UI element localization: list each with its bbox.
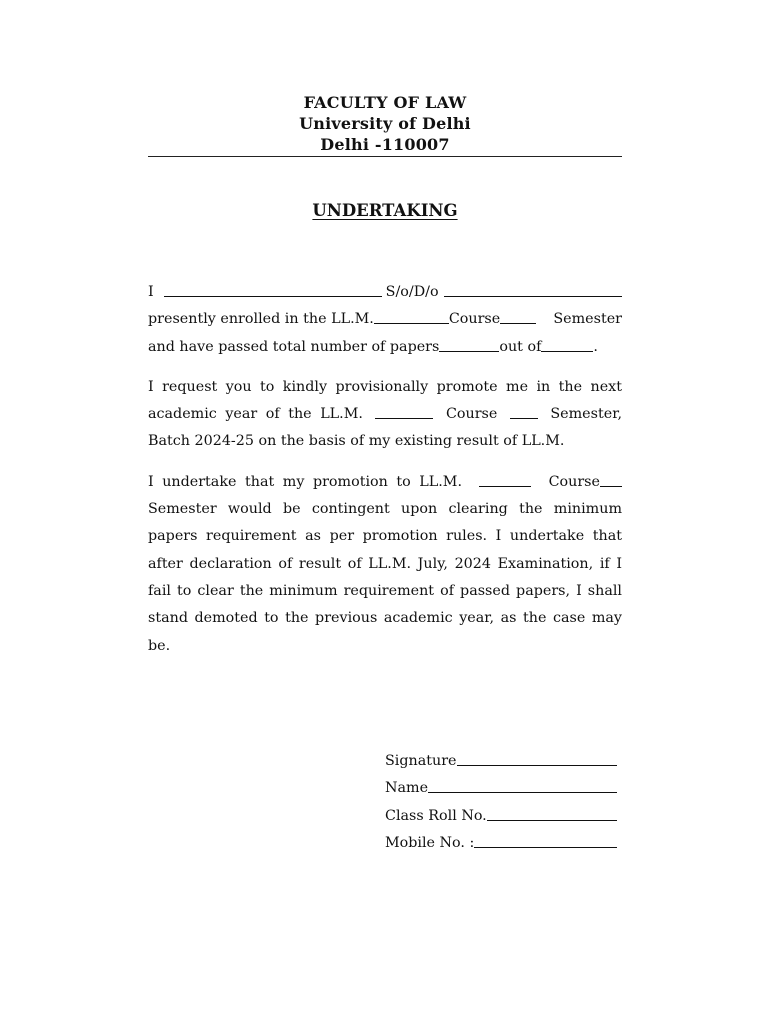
request-line-2: academic year of the LL.M. Course Semester, xyxy=(148,406,622,423)
document-page xyxy=(148,92,622,660)
student-name-field[interactable] xyxy=(164,296,382,297)
next-semester-field[interactable] xyxy=(510,418,538,419)
university-address: Delhi -110007 xyxy=(320,135,450,154)
promotion-semester-field[interactable] xyxy=(600,486,622,487)
university-name: University of Delhi xyxy=(299,114,471,133)
mobile-row: Mobile No. : xyxy=(385,830,617,857)
semester-field[interactable] xyxy=(500,323,536,324)
letterhead xyxy=(148,92,622,157)
paragraph-request xyxy=(148,374,622,456)
papers-passed-field[interactable] xyxy=(439,351,499,352)
undertaking-text: Semester would be contingent upon clearing the minimum papers requirement as per promotion rules. I undertake that after declaration of result of LL.M. July, 2024 Examination, if I fail to clear the minimum requirement of passed papers, I shall stand demoted to the previous academic year, as the case may be. xyxy=(148,501,622,654)
name-line: I S/o/D/o xyxy=(148,279,622,306)
next-course-field[interactable] xyxy=(375,418,433,419)
name-row: Name xyxy=(385,775,617,802)
promotion-course-field[interactable] xyxy=(479,486,531,487)
llm-course-field[interactable] xyxy=(374,323,449,324)
signature-field[interactable] xyxy=(457,765,618,766)
name-field[interactable] xyxy=(428,792,617,793)
papers-total-field[interactable] xyxy=(541,351,593,352)
paragraph-enrollment xyxy=(148,279,622,361)
signature-row: Signature xyxy=(385,748,617,775)
paragraph-undertaking xyxy=(148,469,622,660)
mobile-field[interactable] xyxy=(474,847,617,848)
class-roll-field[interactable] xyxy=(487,820,617,821)
roll-row: Class Roll No. xyxy=(385,803,617,830)
faculty-name: FACULTY OF LAW xyxy=(303,93,467,112)
parent-name-field[interactable] xyxy=(444,296,622,297)
papers-line: and have passed total number of papers out of . xyxy=(148,338,598,355)
request-line-3: Batch 2024-25 on the basis of my existing result of LL.M. xyxy=(148,433,565,450)
signature-block xyxy=(385,748,617,857)
undertaking-line-1: I undertake that my promotion to LL.M. Course xyxy=(148,469,622,496)
enrollment-line: presently enrolled in the LL.M. Course Semester xyxy=(148,311,622,328)
request-line-1: I request you to kindly provisionally promote me in the next xyxy=(148,378,622,395)
document-title: UNDERTAKING xyxy=(312,201,458,220)
